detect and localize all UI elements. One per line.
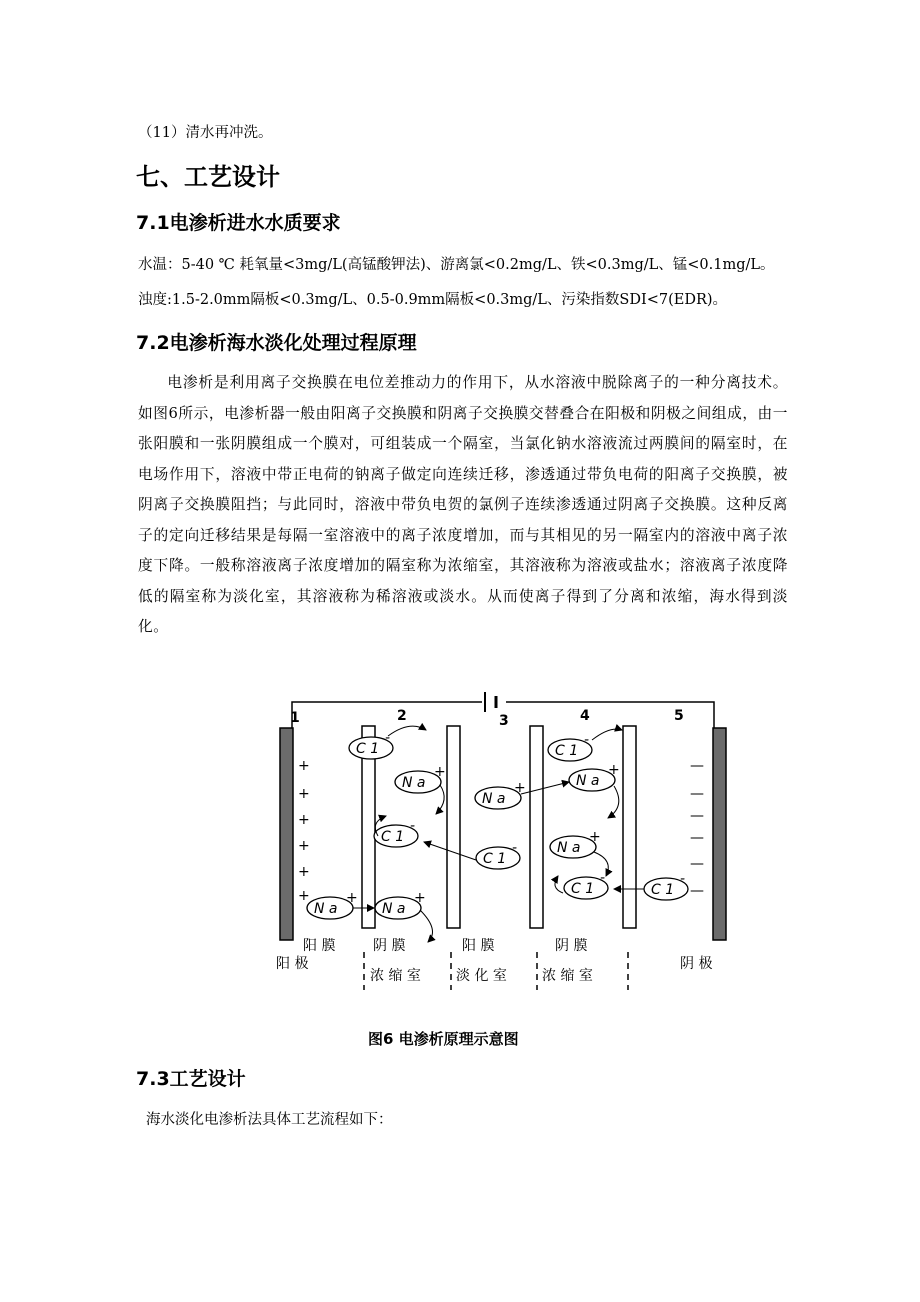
- ion-cl-3-charge: -: [512, 840, 518, 856]
- flow-arrow-5: [592, 729, 622, 740]
- ion-na-4-label: N a: [482, 791, 506, 807]
- figure-caption: 图6 电渗析原理示意图: [368, 1030, 519, 1048]
- flow-arrow-8: [555, 876, 563, 893]
- section-7-1-heading: 7.1电渗析进水水质要求: [136, 212, 341, 234]
- water-quality-line-1: 水温：5-40 ℃ 耗氧量<3mg/L(高锰酸钾法)、游离氯<0.2mg/L、铁<0.3mg/L、锰<0.1mg/L。: [138, 257, 775, 273]
- ion-cl-1-charge: -: [385, 730, 391, 746]
- ion-na-2-label: N a: [314, 901, 338, 917]
- ion-na-6-label: N a: [557, 840, 581, 856]
- anion-membrane-3: [530, 726, 543, 928]
- anode-plus-1: +: [298, 758, 310, 774]
- ion-na-1-charge: +: [434, 764, 446, 780]
- step-11-text: （11）清水再冲洗。: [138, 125, 273, 141]
- cathode-minus-1: —: [690, 758, 704, 774]
- ion-cl-6-charge: -: [680, 871, 686, 887]
- label-cathode: 阴 极: [680, 956, 713, 972]
- principle-paragraph: [138, 368, 788, 643]
- cathode-minus-3: —: [690, 808, 704, 824]
- ion-na-6-charge: +: [589, 829, 601, 845]
- ion-cl-2-charge: -: [410, 818, 416, 834]
- anode-plus-6: +: [298, 888, 310, 904]
- power-wire-left: [292, 702, 482, 728]
- principle-paragraph-text: 电渗析是利用离子交换膜在电位差推动力的作用下，从水溶液中脱除离子的一种分离技术。如图6所示，电渗析器一般由阳离子交换膜和阴离子交换膜交替叠合在阳极和阴极之间组成，由一张阳膜和一张阴膜组成一个膜对，可组装成一个隔室，当氯化钠水溶液流过两膜间的隔室时，在电场作用下，溶液中带正电荷的钠离子做定向连续迁移，渗透通过带负电荷的阳离子交换膜，被阴离子交换膜阻挡；与此同时，溶液中带负电贺的氯例子连续渗透通过阴离子交换膜。这种反离子的定向迁移结果是每隔一室溶液中的离子浓度增加，而与其相见的另一隔室内的溶液中离子浓度下降。一般称溶液离子浓度增加的隔室称为浓缩室，其溶液称为溶液或盐水；溶液离子浓度降低的隔室称为淡化室，其溶液称为稀溶液或淡水。从而使离子得到了分离和浓缩，海水得到淡化。: [138, 374, 788, 635]
- water-quality-line-2: 浊度:1.5-2.0mm隔板<0.3mg/L、0.5-0.9mm隔板<0.3mg/L、污染指数SDI<7(EDR)。: [138, 292, 728, 308]
- ion-na-5-label: N a: [576, 773, 600, 789]
- cathode-minus-4: —: [690, 830, 704, 846]
- label-5: 5: [674, 708, 684, 724]
- ion-na-1-label: N a: [402, 775, 426, 791]
- label-1: 1: [290, 710, 300, 726]
- ion-cl-5-charge: -: [600, 870, 606, 886]
- ion-na-3-label: N a: [382, 901, 406, 917]
- cation-membrane-2: [447, 726, 460, 928]
- ion-na-2-charge: +: [346, 890, 358, 906]
- cathode-electrode: [713, 728, 726, 940]
- ion-cl-4-label: C 1: [555, 743, 579, 759]
- cathode-minus-6: —: [690, 883, 704, 899]
- cation-membrane-4: [623, 726, 636, 928]
- ion-cl-3-label: C 1: [483, 851, 507, 867]
- label-anion-membrane-left: 阴 膜: [373, 938, 406, 954]
- flow-arrow-4: [420, 910, 433, 942]
- process-intro-text: 海水淡化电渗析法具体工艺流程如下：: [146, 1112, 393, 1128]
- ion-na-5-charge: +: [608, 762, 620, 778]
- ion-cl-6-label: C 1: [651, 882, 675, 898]
- section-7-2-heading: 7.2电渗析海水淡化处理过程原理: [136, 332, 417, 354]
- anode-plus-2: +: [298, 786, 310, 802]
- label-anode: 阳 极: [276, 956, 309, 972]
- section-7-heading: 七、工艺设计: [136, 163, 280, 191]
- electrodialysis-diagram: [270, 690, 750, 1000]
- anode-plus-4: +: [298, 838, 310, 854]
- arrow-na4-to-na5: [521, 782, 569, 794]
- ion-cl-4-charge: -: [584, 732, 590, 748]
- flow-arrow-1: [388, 726, 426, 736]
- section-7-3-heading: 7.3工艺设计: [136, 1068, 246, 1090]
- label-cation-membrane-left: 阳 膜: [303, 938, 336, 954]
- label-anion-membrane-right: 阴 膜: [555, 938, 588, 954]
- anode-electrode: [280, 728, 293, 940]
- anode-plus-3: +: [298, 812, 310, 828]
- flow-arrow-2: [436, 785, 444, 814]
- ion-cl-1-label: C 1: [356, 741, 380, 757]
- cathode-minus-5: —: [690, 856, 704, 872]
- ion-cl-2-label: C 1: [381, 829, 405, 845]
- label-2: 2: [397, 708, 407, 724]
- ion-na-4-charge: +: [514, 780, 526, 796]
- label-4: 4: [580, 708, 590, 724]
- ion-cl-5-label: C 1: [571, 881, 595, 897]
- label-dilute: 淡 化 室: [456, 968, 507, 984]
- label-cation-membrane-right: 阳 膜: [462, 938, 495, 954]
- flow-arrow-6: [608, 786, 619, 818]
- label-3: 3: [499, 713, 509, 729]
- label-concentrate-left: 浓 缩 室: [370, 968, 421, 984]
- anode-plus-5: +: [298, 864, 310, 880]
- ion-na-3-charge: +: [414, 890, 426, 906]
- label-concentrate-right: 浓 缩 室: [542, 968, 593, 984]
- cathode-minus-2: —: [690, 786, 704, 802]
